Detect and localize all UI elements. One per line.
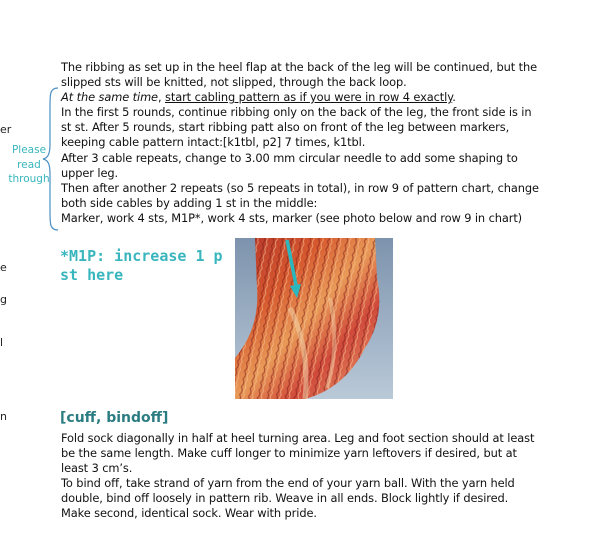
text-line: The ribbing as set up in the heel flap at the back of the leg will be continued, but the <box>61 60 538 74</box>
instructions-paragraph <box>61 60 581 226</box>
section-heading: [cuff, bindoff] <box>60 410 169 426</box>
underlined-phrase: start cabling pattern as if you were in row 4 exactly <box>165 90 453 105</box>
text-line: both side cables by adding 1 st in the middle: <box>61 195 318 210</box>
margin-note-line: through <box>8 173 50 185</box>
margin-note <box>8 143 50 187</box>
text-line: be the same length. Make cuff longer to minimize yarn leftovers if desired, but at <box>61 446 517 461</box>
text-line: keeping cable pattern intact:[k1tbl, p2] 7 times, k1tbl. <box>61 135 366 150</box>
text-line: Make second, identical sock. Wear with pride. <box>61 506 317 521</box>
text-line: Marker, work 4 sts, M1P*, work 4 sts, marker (see photo below and row 9 in chart) <box>61 210 523 225</box>
text-line: Then after another 2 repeats (so 5 repeats in total), in row 9 of pattern chart, change <box>61 180 539 195</box>
text-line: In the first 5 rounds, continue ribbing only on the back of the leg, the front side is in <box>61 105 532 120</box>
sock-photo <box>235 238 393 399</box>
edge-fragment: l <box>0 336 4 349</box>
period: . <box>452 90 456 105</box>
cuff-paragraph <box>61 431 581 522</box>
text-line: double, bind off loosely in pattern rib. Weave in all ends. Block lightly if desired. <box>61 491 509 506</box>
edge-fragment: er <box>0 123 12 136</box>
separator: , <box>157 90 166 105</box>
text-line: After 3 cable repeats, change to 3.00 mm circular needle to add some shaping to <box>61 150 518 165</box>
margin-note-line: Please <box>11 144 47 156</box>
m1p-note-line: st here <box>60 266 124 284</box>
margin-note-line: read <box>17 158 41 171</box>
sock-photo-drawing <box>235 238 393 399</box>
m1p-note-line: *M1P: increase 1 p <box>60 247 223 265</box>
text-line: slipped sts will be knitted, not slipped, through the back loop. <box>61 75 407 90</box>
text-line: upper leg. <box>61 165 119 180</box>
edge-fragment: e <box>0 261 7 274</box>
text-line: To bind off, take strand of yarn from the end of your yarn ball. With the yarn held <box>61 476 515 491</box>
text-line: least 3 cm’s. <box>61 461 133 476</box>
edge-fragment: g <box>0 293 7 306</box>
text-line: st st. After 5 rounds, start ribbing patt also on front of the leg between markers, <box>61 120 510 135</box>
text-line <box>61 90 581 105</box>
italic-phrase: At the same time <box>61 90 158 105</box>
text-line: Fold sock diagonally in half at heel turning area. Leg and foot section should at least <box>61 431 535 445</box>
edge-fragment: n <box>0 410 7 423</box>
m1p-note <box>60 247 230 285</box>
